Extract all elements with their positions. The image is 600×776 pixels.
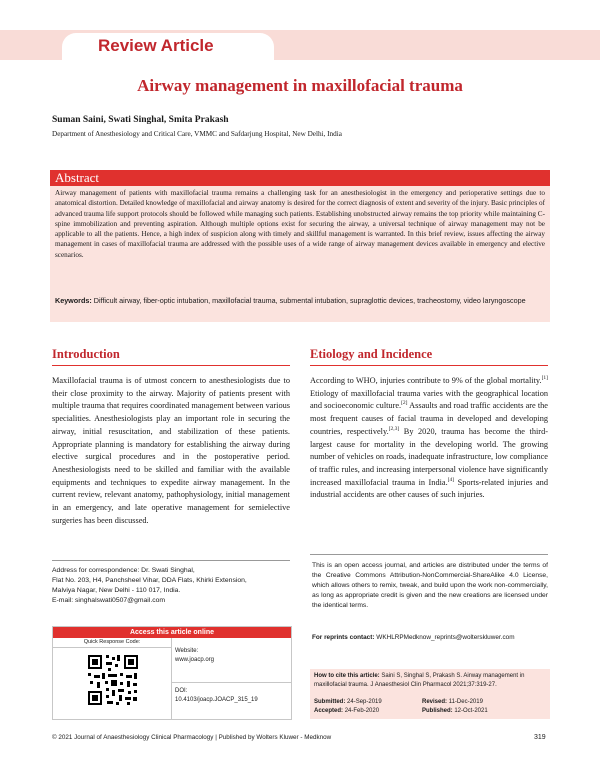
- citation-label: How to cite this article:: [314, 673, 380, 679]
- etiology-part-4: By 2020, trauma has become the third-largest cause for mortality in the developing world. The growing number of vehicles on roads, inadequate infrastructure, low compliance of traffic rules, and increasing interpersonal violence have significantly increased maxillofacial trauma in India.: [310, 426, 548, 487]
- correspondence-line-2: Flat No. 203, H4, Panchsheel Vihar, DDA Flats, Khirki Extension,: [52, 577, 247, 584]
- citation-ref[interactable]: [1]: [541, 375, 548, 382]
- article-type-label: Review Article: [98, 36, 214, 55]
- introduction-rule: [52, 365, 290, 366]
- accepted-label: Accepted:: [314, 708, 344, 714]
- qr-label: Quick Response Code:: [53, 638, 171, 648]
- revised-label: Revised:: [422, 699, 448, 705]
- introduction-heading: Introduction: [52, 347, 120, 361]
- reprints-label: For reprints contact:: [312, 634, 375, 641]
- footer-text: © 2021 Journal of Anaesthesiology Clinical Pharmacology | Published by Wolters Kluwer - Medknow: [52, 734, 332, 741]
- etiology-part-1: According to WHO, injuries contribute to 9% of the global mortality.: [310, 376, 542, 385]
- open-access-rule: [310, 554, 548, 555]
- citation-box: [310, 669, 550, 719]
- affiliation: Department of Anesthesiology and Critical Care, VMMC and Safdarjung Hospital, New Delhi, India: [52, 130, 342, 138]
- access-heading: Access this article online: [53, 627, 291, 638]
- doi-link[interactable]: 10.4103/joacp.JOACP_315_19: [175, 697, 258, 703]
- published-value: 12-Oct-2021: [454, 708, 488, 714]
- keywords-label: Keywords:: [55, 296, 92, 305]
- submitted-value: 24-Sep-2019: [347, 699, 382, 705]
- keywords: [55, 296, 545, 306]
- reprints-email[interactable]: WKHLRPMedknow_reprints@wolterskluwer.com: [376, 634, 515, 641]
- etiology-part-5: Sports-related injuries and industrial accidents are other causes of such injuries.: [310, 477, 548, 500]
- header-banner: [0, 30, 600, 60]
- citation-ref[interactable]: [2]: [401, 400, 408, 407]
- article-title: Airway management in maxillofacial trauma: [137, 76, 463, 95]
- abstract-header-bar: [50, 170, 550, 186]
- etiology-rule: [310, 365, 548, 366]
- published-label: Published:: [422, 708, 453, 714]
- submitted-date: [314, 699, 382, 705]
- authors: Suman Saini, Swati Singhal, Smita Prakash: [52, 115, 229, 125]
- submitted-label: Submitted:: [314, 699, 346, 705]
- website-label: Website:: [175, 648, 199, 654]
- reprints: [312, 634, 548, 641]
- abstract-box: [50, 170, 550, 322]
- correspondence-line-1: Address for correspondence: Dr. Swati Singhal,: [52, 567, 195, 574]
- accepted-value: 24-Feb-2020: [344, 708, 380, 714]
- page-number: 319: [534, 734, 546, 741]
- accepted-date: [314, 708, 379, 714]
- open-access-notice: This is an open access journal, and articles are distributed under the terms of the Creative Commons Attribution-NonCommercial-ShareAlike 4.0 License, which allows others to remix, tweak, and build upon the work non-commercially, as long as appropriate credit is given and the new creations are licensed under the identical terms.: [312, 562, 548, 610]
- abstract-heading: Abstract: [55, 170, 100, 185]
- abstract-text: Airway management of patients with maxillofacial trauma remains a challenging task for an anesthesiologist in the emergency and perioperative settings due to anatomical distortion. Detailed knowledge of maxillofacial and airway anatomy is desired for the correct diagnosis of extent and severity of the injury. Basic principles of advanced trauma life support protocols should be followed while managing such patients. Establishing unobstructed airway remains the top priority while maintaining C-spine immobilization and preventing aspiration. Although multiple options exist for securing the airway, a universal technique of airway management may not be applicable to all the patients. Hence, a high index of suspicion along with timely and skillful management is warranted. In this brief review, issues affecting the airway management in cases of maxillofacial trauma are addressed with the possible uses of a wide range of airway management devices available in emergency and elective scenarios.: [55, 189, 545, 259]
- doi-label: DOI:: [175, 688, 188, 694]
- correspondence-rule: [52, 560, 290, 561]
- published-date: [422, 708, 488, 714]
- citation-ref[interactable]: [2,3]: [388, 426, 400, 433]
- website-link[interactable]: www.joacp.org: [175, 657, 215, 663]
- correspondence: [52, 566, 289, 606]
- citation-ref[interactable]: [4]: [447, 476, 455, 483]
- correspondence-line-3: Malviya Nagar, New Delhi - 110 017, India.: [52, 587, 181, 594]
- citation-text: Saini S, Singhal S, Prakash S. Airway management in maxillofacial trauma. J Anaesthesiol Clin Pharmacol 2021;37:319-27.: [314, 673, 525, 688]
- access-box: [52, 626, 292, 720]
- qr-code-icon[interactable]: [86, 653, 140, 707]
- revised-value: 11-Dec-2019: [448, 699, 483, 705]
- introduction-text: Maxillofacial trauma is of utmost concern to anesthesiologists due to their close proximity to the airway. Majority of patients present with multiple trauma that requires coordinated management between various specialities. Anesthesiologists play an important role in securing the airway, initial resuscitation, and stabilization of these patients. Appropriate planning is mandatory for establishing the airway during elective surgical procedures and in the postoperative period. Anesthesiologists need to be skilled and familiar with the available equipments and techniques to expedite airway management. In the current review, relevant anatomy, pathophysiology, initial management in an emergency, and late operative management for semielective surgeries has been discussed.: [52, 376, 290, 525]
- revised-date: [422, 699, 483, 705]
- citation: [314, 672, 546, 690]
- access-divider: [171, 682, 291, 683]
- keywords-text: Difficult airway, fiber-optic intubation, maxillofacial trauma, submental intubation, supraglottic devices, tracheostomy, video laryngoscope: [93, 296, 526, 305]
- etiology-text: [310, 375, 548, 502]
- etiology-heading: Etiology and Incidence: [310, 347, 433, 361]
- etiology-part-2: Etiology of maxillofacial trauma varies with the geographical location and socioeconomic culture.: [310, 388, 548, 411]
- etiology-part-3: Assaults and road traffic accidents are the most frequent causes of facial trauma in developed and developing countries, respectively.: [310, 401, 548, 436]
- correspondence-email[interactable]: E-mail: singhalswati0507@gmail.com: [52, 597, 166, 604]
